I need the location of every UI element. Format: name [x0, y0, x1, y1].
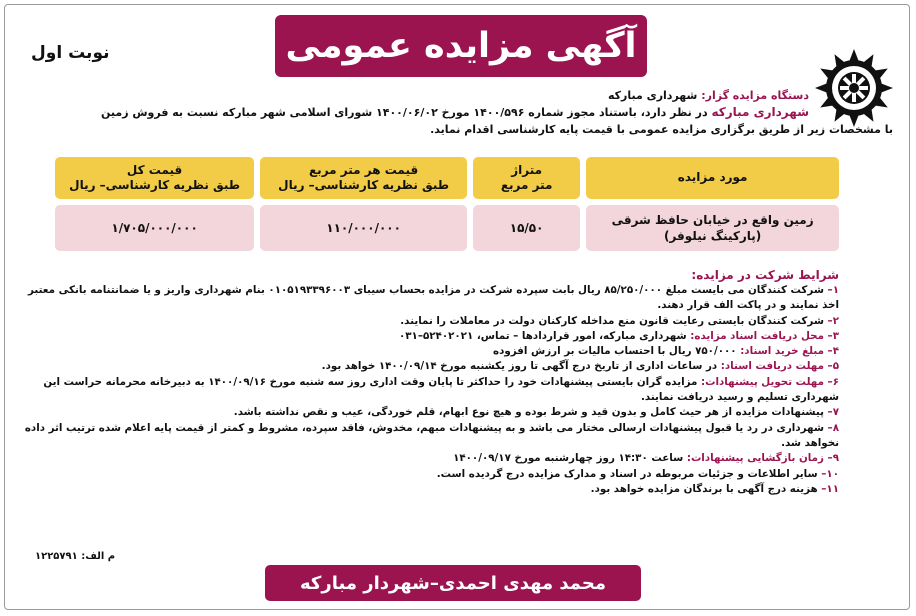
header-unit-price-line1: قیمت هر متر مربع	[308, 162, 419, 177]
auction-table	[49, 151, 845, 257]
condition-label: مهلت دریافت اسناد:	[720, 360, 824, 373]
condition-number: ۵–	[827, 360, 839, 373]
condition-item	[23, 344, 839, 359]
conditions-section	[23, 267, 839, 497]
condition-number: ۲–	[827, 314, 839, 327]
header-total	[55, 157, 254, 199]
condition-number: ۸–	[827, 421, 839, 434]
condition-item	[23, 482, 839, 497]
condition-text: ۷۵۰/۰۰۰ ریال با احتساب مالیات بر ارزش افزوده	[493, 345, 737, 358]
condition-text: سایر اطلاعات و جزئیات مربوطه در اسناد و مدارک مزایده درج گردیده است.	[436, 467, 818, 480]
conditions-list	[23, 283, 839, 497]
condition-item	[23, 314, 839, 329]
table-row	[55, 205, 839, 251]
header-area-line1: متراژ	[511, 162, 543, 177]
condition-text: شرکت کنندگان بایستی رعایت قانون منع مداخله کارکنان دولت در معاملات را نمایند.	[400, 314, 824, 327]
notice-title: آگهی مزایده عمومی	[285, 26, 637, 66]
condition-number: ۹–	[827, 452, 839, 465]
condition-number: ۱۰–	[821, 467, 839, 480]
ad-code: م الف: ۱۲۲۵۷۹۱	[35, 551, 116, 562]
cell-unit-price: ۱۱۰/۰۰۰/۰۰۰	[260, 205, 467, 251]
table-header-row	[55, 157, 839, 199]
footer-banner	[265, 565, 641, 601]
header-unit-price	[260, 157, 467, 199]
condition-text: مزایده گران بایستی پیشنهادات خود را حداکثر تا پایان وقت اداری روز سه شنبه مورخ ۱۴۰۰/۰۹/۱۶ به دبیرخانه محرمانه حراست این شهرداری تسلیم و رسید دریافت نمایند.	[43, 375, 839, 404]
condition-text: پیشنهادات مزایده از هر حیث کامل و بدون قید و شرط بوده و هیچ نوع ابهام، قلم خوردگی، عیب و نقص نداشته باشد.	[233, 406, 824, 419]
condition-text: شهرداری مبارکه، امور قراردادها – تماس، ۵۲۴۰۲۰۲۱–۰۳۱	[398, 329, 687, 342]
condition-text: در ساعات اداری از تاریخ درج آگهی تا روز یکشنبه مورخ ۱۴۰۰/۰۹/۱۴ خواهد بود.	[321, 360, 718, 373]
intro-line-1	[89, 87, 809, 104]
condition-item	[23, 421, 839, 452]
round-label: نوبت اول	[31, 43, 110, 63]
header-total-line2: طبق نظریه کارشناسی– ریال	[69, 177, 241, 192]
condition-item	[23, 451, 839, 466]
condition-number: ۳–	[827, 329, 839, 342]
condition-item	[23, 405, 839, 420]
condition-label: زمان بازگشایی پیشنهادات:	[686, 452, 824, 465]
condition-number: ۱–	[827, 284, 839, 296]
intro-line-2-text: در نظر دارد، باستناد مجوز شماره ۱۴۰۰/۵۹۶ مورخ ۱۴۰۰/۰۶/۰۲ شورای اسلامی شهر مبارکه نسبت به فروش زمین	[101, 106, 708, 119]
conditions-title: شرایط شرکت در مزایده:	[691, 268, 839, 282]
intro-line-2	[89, 104, 809, 121]
condition-item	[23, 375, 839, 406]
municipality-label: شهرداری مبارکه	[711, 105, 809, 119]
condition-text: ساعت ۱۴:۳۰ روز چهارشنبه مورخ ۱۴۰۰/۰۹/۱۷	[453, 452, 684, 465]
cell-item-line1: زمین واقع در خیابان حافظ شرقی	[611, 212, 814, 227]
header-area	[473, 157, 580, 199]
header-area-line2: متر مربع	[500, 177, 553, 192]
condition-item	[23, 329, 839, 344]
intro-text	[89, 87, 893, 138]
mayor-signature-text: محمد مهدی احمدی–شهردار مبارکه	[300, 572, 606, 594]
condition-number: ۴–	[827, 345, 839, 358]
condition-label: محل دریافت اسناد مزایده:	[690, 329, 824, 342]
cell-item	[586, 205, 839, 251]
municipality-logo	[813, 47, 895, 129]
header-total-line1: قیمت کل	[126, 162, 183, 177]
condition-text: شرکت کنندگان می بایست مبلغ ۸۵/۲۵۰/۰۰۰ ریال بابت سپرده شرکت در مزایده بحساب سیبای ۰۱۰۵۱۹۳۳۹۶۰۰۳ بنام شهرداری واریز و یا ضمانتنامه بانکی معتبر اخذ نمایند و در پاکت الف قرار دهند.	[27, 284, 839, 312]
cell-area: ۱۵/۵۰	[473, 205, 580, 251]
header-unit-price-line2: طبق نظریه کارشناسی– ریال	[278, 177, 450, 192]
condition-item	[23, 283, 839, 314]
condition-number: ۶–	[827, 375, 839, 388]
condition-item	[23, 359, 839, 374]
organizer-name: شهرداری مبارکه	[607, 89, 698, 102]
cell-item-line2: (پارکینگ نیلوفر)	[663, 228, 762, 243]
organizer-label: دستگاه مزایده گزار:	[701, 89, 809, 102]
condition-item	[23, 467, 839, 482]
title-banner	[275, 15, 647, 77]
condition-text: شهرداری در رد یا قبول پیشنهادات ارسالی مختار می باشد و به پیشنهادات مبهم، مخدوش، فاقد سپرده، مشروط و کمتر از قیمت پایه اعلام شده ترتیب اثر داده نخواهد شد.	[24, 421, 839, 449]
condition-label: مبلغ خرید اسناد:	[740, 345, 824, 358]
condition-number: ۱۱–	[821, 482, 839, 495]
notice-frame	[4, 4, 910, 610]
condition-label: مهلت تحویل پیشنهادات:	[701, 375, 824, 388]
cell-total: ۱/۷۰۵/۰۰۰/۰۰۰	[55, 205, 254, 251]
header-item-label: مورد مزایده	[677, 170, 748, 185]
header-item	[586, 157, 839, 199]
intro-line-3: با مشخصات زیر از طریق برگزاری مزایده عمومی با قیمت پایه کارشناسی اقدام نماید.	[430, 123, 893, 136]
condition-text: هزینه درج آگهی با برندگان مزایده خواهد بود.	[590, 482, 818, 495]
condition-number: ۷–	[827, 406, 839, 419]
